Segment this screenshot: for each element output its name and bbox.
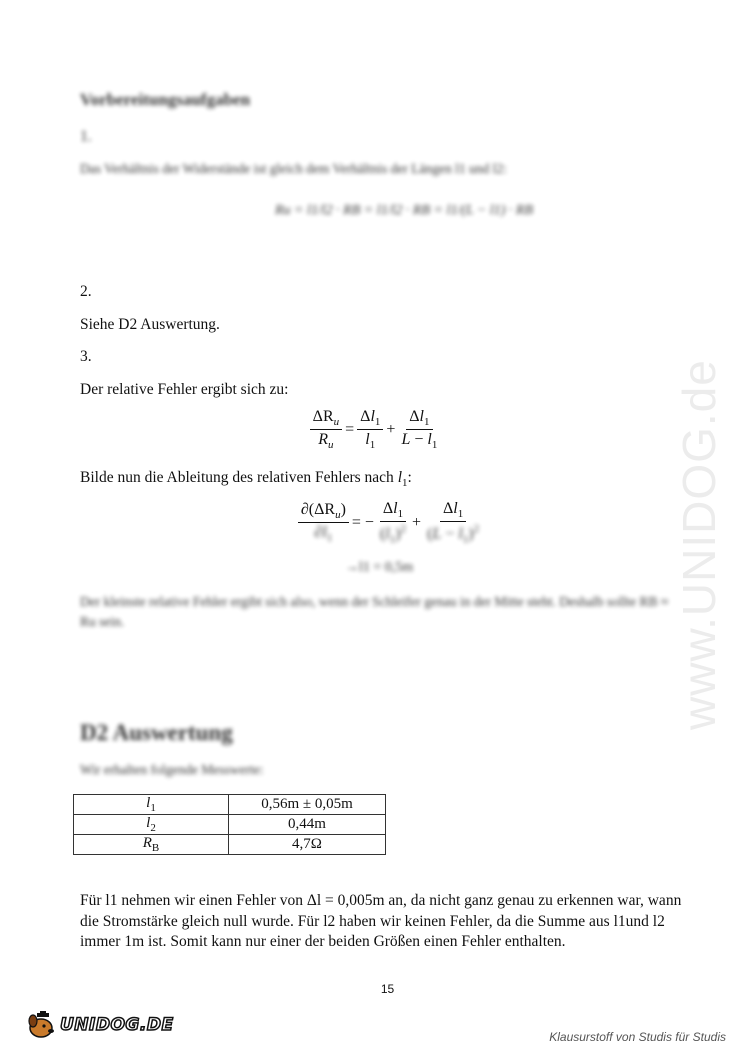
prep-heading: Vorbereitungsaufgaben [80,90,251,109]
derivative-equation: $\frac{\partial(\Delta R_u)}{\partial l_1}$ = − $\frac{\Delta l_1}{(l_1)^2}$ + $\frac{\Delta l_1}{(L - l_1)^2}$ [0,500,750,546]
d2-intro: Wir erhalten folgende Messwerte: [80,762,264,777]
prep-item2-number: 2. [80,283,92,300]
footer-logo [24,1010,174,1040]
table-cell-value: 4,7Ω [229,835,386,855]
relative-error-equation: $\frac{\Delta R_u}{R_u}$ = $\frac{\Delta l_1}{l_1}$ + $\frac{\Delta l_1}{L - l_1}$ [0,408,750,451]
derivative-variable-sub: 1 [402,477,408,490]
prep-item3-number: 3. [80,348,92,365]
prep-item1-formula: Ru = l1/l2 · RB = l1/l2 · RB = l1/(L − l1) · RB [275,203,534,218]
label-sub: 2 [150,822,156,834]
prep-item1-number: 1. [80,128,92,145]
prep-item3-text: Der relative Fehler ergibt sich zu: [80,381,289,398]
table-cell-label [74,815,229,835]
watermark: www.UNIDOG.de [673,359,725,730]
table-row [74,815,386,835]
label-symbol: l [146,815,151,831]
derivative-result: →l1 = 0,5m [345,560,414,575]
derivative-sentence: Bilde nun die Ableitung des relativen Fehlers nach [80,469,394,486]
prep-conclusion: Der kleinste relative Fehler ergibt sich also, wenn der Schleifer genau in der Mitte steht. Deshalb sollte RB ≈ Ru sein. [80,594,669,629]
dog-icon [24,1010,58,1040]
label-symbol: l [146,795,151,811]
footer-tagline: Klausurstoff von Studis für Studis [549,1030,726,1044]
derivative-colon: : [407,469,412,486]
table-cell-label [74,795,229,815]
table-row [74,835,386,855]
table-cell-value: 0,56m ± 0,05m [229,795,386,815]
label-sub: B [151,842,160,854]
derivative-text [80,468,412,490]
prep-item1-text: Das Verhältnis der Widerstände ist gleich dem Verhältnis der Längen l1 und l2: [80,161,507,176]
d2-heading: D2 Auswertung [80,720,233,745]
table-row [74,795,386,815]
label-symbol: R [142,835,152,851]
label-sub: 1 [150,802,156,814]
d2-paragraph: Für l1 nehmen wir einen Fehler von Δl = 0,005m an, da nicht ganz genau zu erkennen war, wann die Stromstärke gleich null wurde. Für l2 haben wir keinen Fehler, da die Summe aus l1und l2 immer 1m ist. Somit kann nur einer der beiden Größen einen Fehler enthalten. [80,892,682,951]
table-cell-label [74,835,229,855]
page-number: 15 [380,982,395,996]
prep-item2-text: Siehe D2 Auswertung. [80,316,220,333]
logo-text: UNIDOG.DE [60,1015,174,1035]
measurement-table [73,794,386,855]
derivative-variable: l [397,469,402,486]
table-cell-value: 0,44m [229,815,386,835]
